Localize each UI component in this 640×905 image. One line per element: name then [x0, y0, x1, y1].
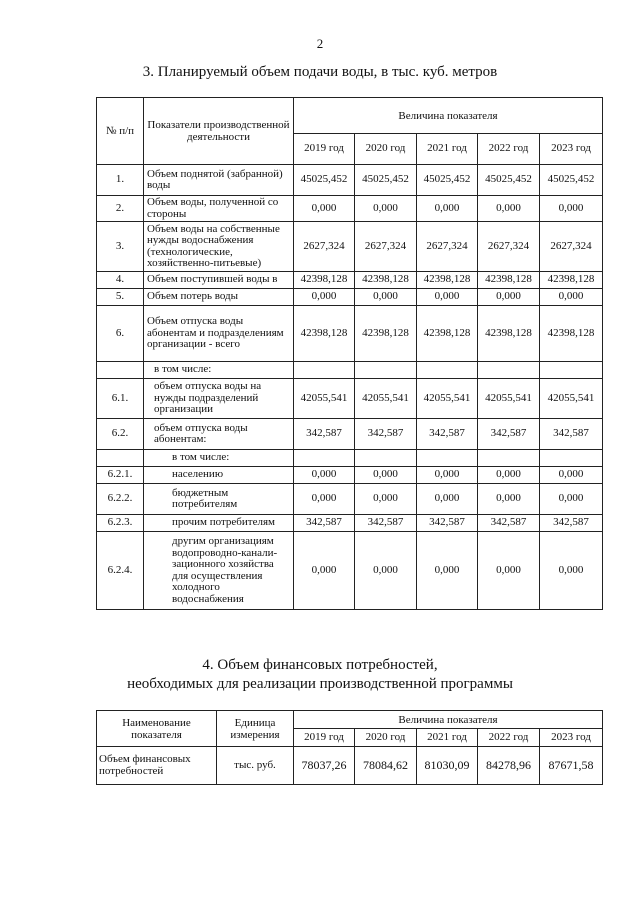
row-value: 42398,128	[355, 306, 417, 362]
row-value: 0,000	[478, 196, 540, 222]
row-value: 42398,128	[540, 272, 603, 289]
row-value: 0,000	[540, 467, 603, 484]
row-number: 3.	[97, 222, 144, 272]
year-header: 2022 год	[478, 134, 540, 165]
row-value: 342,587	[355, 419, 417, 450]
row-number: 4.	[97, 272, 144, 289]
row-number: 6.	[97, 306, 144, 362]
col-header-unit: Единица измерения	[217, 711, 294, 747]
fin-row-value: 81030,09	[417, 747, 478, 785]
row-value: 42398,128	[417, 272, 478, 289]
row-value: 0,000	[540, 196, 603, 222]
row-value: 2627,324	[478, 222, 540, 272]
row-value: 42055,541	[355, 379, 417, 419]
row-indicator-name: населению	[144, 467, 294, 484]
row-value: 2627,324	[417, 222, 478, 272]
row-value: 342,587	[294, 515, 355, 532]
section4-title-line1: 4. Объем финансовых потребностей,	[202, 657, 438, 673]
table-row	[97, 196, 603, 222]
row-number: 6.1.	[97, 379, 144, 419]
row-number: 6.2.	[97, 419, 144, 450]
row-indicator-name: Объем поступившей воды в	[144, 272, 294, 289]
row-value: 342,587	[355, 515, 417, 532]
row-value: 42398,128	[478, 272, 540, 289]
row-value: 342,587	[540, 515, 603, 532]
row-value: 42398,128	[478, 306, 540, 362]
row-indicator-name: Объем воды на собственные нужды водоснабжения (технологические, хозяйственно-питьевые)	[144, 222, 294, 272]
table-row	[97, 515, 603, 532]
year-header: 2022 год	[478, 729, 540, 747]
year-header: 2023 год	[540, 134, 603, 165]
row-value: 42055,541	[540, 379, 603, 419]
row-value: 342,587	[417, 419, 478, 450]
row-indicator-name: Объем отпуска воды абонентам и подразделениям организации - всего	[144, 306, 294, 362]
row-value: 0,000	[478, 484, 540, 515]
row-number: 6.2.2.	[97, 484, 144, 515]
row-value	[478, 362, 540, 379]
row-value: 0,000	[355, 467, 417, 484]
row-value	[417, 362, 478, 379]
table-row	[97, 222, 603, 272]
section4-title-line2: необходимых для реализации производственной программы	[127, 676, 513, 692]
row-value: 342,587	[478, 515, 540, 532]
page-number: 2	[316, 36, 324, 51]
row-number	[97, 450, 144, 467]
row-indicator-name: Объем поднятой (забранной) воды	[144, 165, 294, 196]
row-value: 42398,128	[294, 306, 355, 362]
row-value: 0,000	[417, 196, 478, 222]
row-value: 0,000	[355, 196, 417, 222]
row-value	[294, 362, 355, 379]
year-header: 2021 год	[417, 729, 478, 747]
table-row	[97, 419, 603, 450]
table-row	[97, 484, 603, 515]
row-value: 45025,452	[540, 165, 603, 196]
fin-row-value: 87671,58	[540, 747, 603, 785]
row-value: 2627,324	[294, 222, 355, 272]
row-value: 45025,452	[294, 165, 355, 196]
row-value: 0,000	[294, 532, 355, 610]
table-row	[97, 289, 603, 306]
row-value: 0,000	[417, 484, 478, 515]
row-value: 0,000	[355, 484, 417, 515]
row-value: 0,000	[478, 289, 540, 306]
row-value: 42055,541	[294, 379, 355, 419]
row-value: 45025,452	[417, 165, 478, 196]
row-value: 0,000	[540, 289, 603, 306]
row-value: 42398,128	[417, 306, 478, 362]
fin-row-value: 78084,62	[355, 747, 417, 785]
row-indicator-name: в том числе:	[144, 450, 294, 467]
table-row	[97, 450, 603, 467]
row-value: 42398,128	[540, 306, 603, 362]
col-header-indicator: Показатели производственной деятельности	[144, 98, 294, 165]
row-indicator-name: Объем воды, полученной со стороны	[144, 196, 294, 222]
fin-row-value: 84278,96	[478, 747, 540, 785]
fin-row-unit: тыс. руб.	[217, 747, 294, 785]
section4-title	[0, 656, 640, 694]
row-value	[478, 450, 540, 467]
row-value: 0,000	[540, 484, 603, 515]
row-number: 1.	[97, 165, 144, 196]
row-indicator-name: прочим потребителям	[144, 515, 294, 532]
table-row	[97, 379, 603, 419]
year-header: 2021 год	[417, 134, 478, 165]
water-supply-table	[96, 97, 603, 610]
section3-title: 3. Планируемый объем подачи воды, в тыс. куб. метров	[142, 64, 498, 80]
row-indicator-name: объем отпуска воды на нужды подразделений организации	[144, 379, 294, 419]
fin-row-name: Объем финансовых потребностей	[97, 747, 217, 785]
row-indicator-name: объем отпуска воды абонентам:	[144, 419, 294, 450]
row-value: 42398,128	[294, 272, 355, 289]
col-header-value2: Величина показателя	[294, 711, 603, 729]
row-indicator-name: в том числе:	[144, 362, 294, 379]
row-value: 0,000	[417, 289, 478, 306]
col-header-name: Наименование показателя	[97, 711, 217, 747]
row-value: 45025,452	[355, 165, 417, 196]
row-value	[417, 450, 478, 467]
row-value: 0,000	[417, 532, 478, 610]
table-row	[97, 467, 603, 484]
row-number: 6.2.1.	[97, 467, 144, 484]
row-value: 342,587	[478, 419, 540, 450]
row-value: 0,000	[294, 196, 355, 222]
row-value	[294, 450, 355, 467]
row-value: 342,587	[540, 419, 603, 450]
row-value: 0,000	[355, 289, 417, 306]
row-number	[97, 362, 144, 379]
row-value: 42055,541	[478, 379, 540, 419]
row-value: 45025,452	[478, 165, 540, 196]
row-value: 0,000	[294, 289, 355, 306]
table-row	[97, 165, 603, 196]
year-header: 2020 год	[355, 134, 417, 165]
row-value	[355, 450, 417, 467]
col-header-value: Величина показателя	[294, 98, 603, 134]
row-value: 342,587	[417, 515, 478, 532]
row-number: 6.2.3.	[97, 515, 144, 532]
table-row	[97, 532, 603, 610]
year-header: 2019 год	[294, 729, 355, 747]
row-indicator-name: бюджетным потребителям	[144, 484, 294, 515]
col-header-num: № п/п	[97, 98, 144, 165]
row-number: 2.	[97, 196, 144, 222]
row-value: 0,000	[294, 467, 355, 484]
table-row	[97, 362, 603, 379]
year-header: 2023 год	[540, 729, 603, 747]
table-row	[97, 306, 603, 362]
row-value: 42055,541	[417, 379, 478, 419]
year-header: 2020 год	[355, 729, 417, 747]
row-value: 2627,324	[355, 222, 417, 272]
row-value	[355, 362, 417, 379]
year-header: 2019 год	[294, 134, 355, 165]
row-value	[540, 450, 603, 467]
row-value	[540, 362, 603, 379]
row-number: 5.	[97, 289, 144, 306]
row-value: 0,000	[478, 532, 540, 610]
row-value: 2627,324	[540, 222, 603, 272]
row-number: 6.2.4.	[97, 532, 144, 610]
row-value: 0,000	[417, 467, 478, 484]
fin-row-value: 78037,26	[294, 747, 355, 785]
row-value: 0,000	[540, 532, 603, 610]
row-value: 0,000	[294, 484, 355, 515]
financial-needs-table	[96, 710, 603, 785]
row-value: 0,000	[355, 532, 417, 610]
row-value: 0,000	[478, 467, 540, 484]
table-row	[97, 272, 603, 289]
row-indicator-name: другим организациям водопроводно-канали-зационного хозяйства для осуществления холодного водоснабжения	[144, 532, 294, 610]
row-value: 342,587	[294, 419, 355, 450]
row-indicator-name: Объем потерь воды	[144, 289, 294, 306]
row-value: 42398,128	[355, 272, 417, 289]
